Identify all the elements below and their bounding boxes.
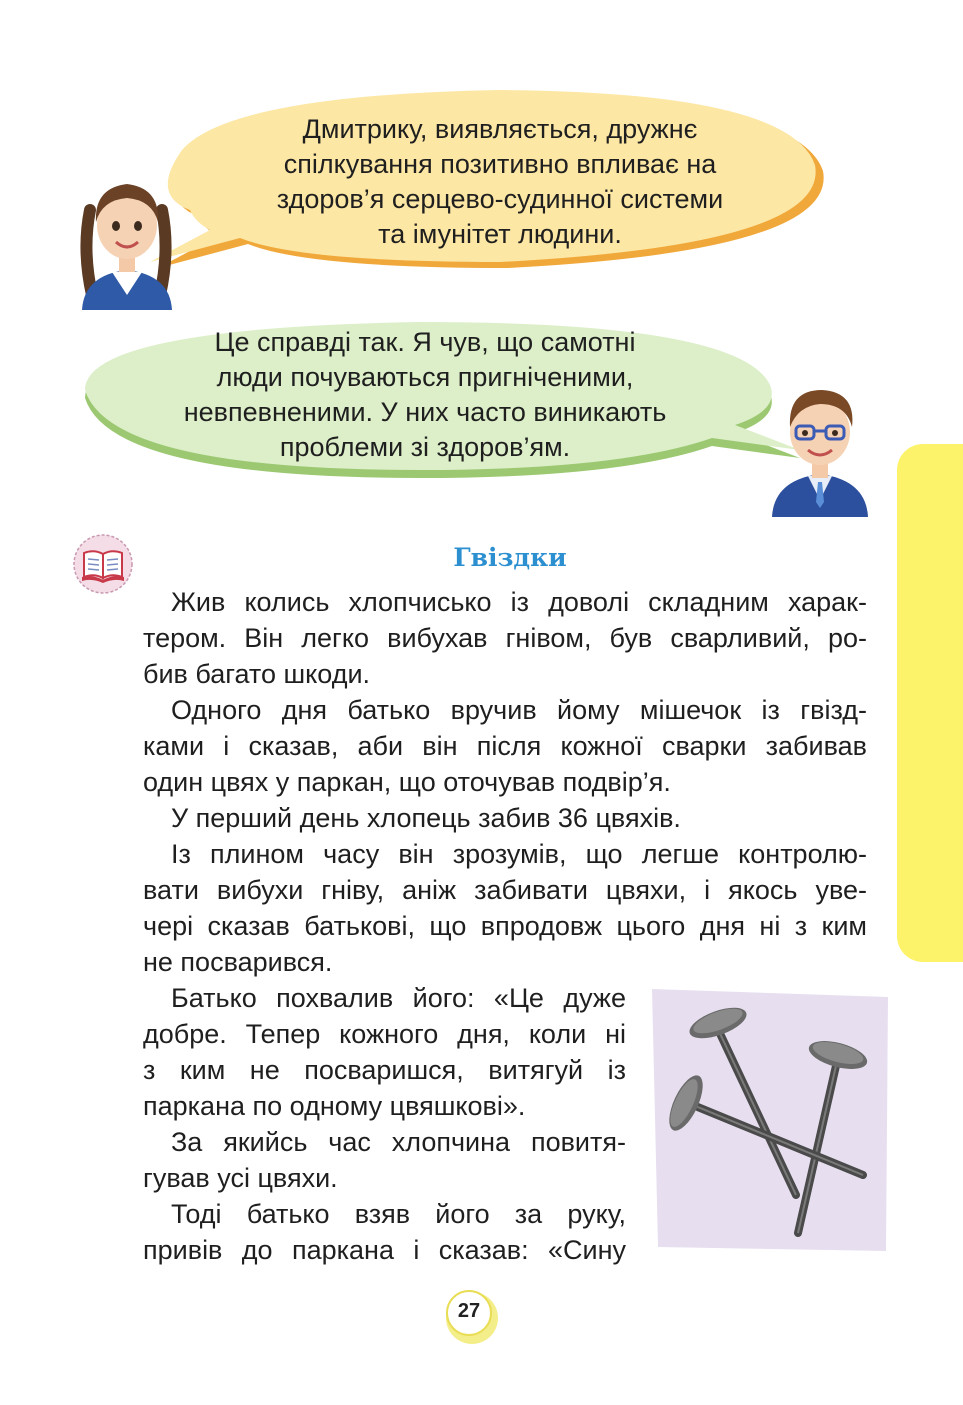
paragraph-line: паркана по одному цвяшкові». xyxy=(143,1091,526,1121)
paragraph-line: Батько похвалив його: «Це дуже xyxy=(171,983,626,1013)
bubble-line: спілкування позитивно впливає на xyxy=(283,149,717,179)
girl-speech-bubble-text xyxy=(200,112,800,252)
paragraph-line: привів до паркана і сказав: «Сину xyxy=(143,1235,626,1265)
story-text-narrow xyxy=(143,980,626,1268)
bubble-line: здоров’я серцево-судинної системи xyxy=(276,184,724,214)
paragraph-line: гував усі цвяхи. xyxy=(143,1163,338,1193)
bubble-line: та імунітет людини. xyxy=(378,219,622,249)
paragraph-line: У перший день хлопець забив 36 цвяхів. xyxy=(171,803,681,833)
page-number: 27 xyxy=(457,1300,481,1322)
paragraph-line: не посварився. xyxy=(143,947,333,977)
bubble-line: проблеми зі здоров’ям. xyxy=(279,432,571,462)
story-title: Гвіздки xyxy=(453,543,567,572)
paragraph-line: тером. Він легко вибухав гнівом, був сварливий, ро- xyxy=(143,623,867,653)
paragraph-line: чері сказав батькові, що впродовж цього дня ні з ким xyxy=(143,911,867,941)
paragraph-line: добре. Тепер кожного дня, коли ні xyxy=(143,1019,626,1049)
boy-avatar xyxy=(768,382,872,517)
paragraph-line: Із плином часу він зрозумів, що легше контролю- xyxy=(171,839,867,869)
paragraph-line: Тоді батько взяв його за руку, xyxy=(171,1199,626,1229)
paragraph-line: з ким не посваришся, витягуй із xyxy=(143,1055,626,1085)
paragraph-line: Жив колись хлопчисько із доволі складним харак- xyxy=(171,587,867,617)
paragraph-line: ками і сказав, аби він після кожної сварки забивав xyxy=(143,731,867,761)
paragraph-line: один цвях у паркан, що оточував подвір’я. xyxy=(143,767,671,797)
open-book-icon xyxy=(72,533,134,595)
girl-avatar xyxy=(72,170,182,310)
boy-speech-bubble-text xyxy=(125,325,725,465)
nails-illustration xyxy=(648,985,893,1255)
story-text-full xyxy=(143,584,867,980)
bubble-line: люди почуваються пригніченими, xyxy=(216,362,634,392)
paragraph-line: бив багато шкоди. xyxy=(143,659,371,689)
side-tab-marker xyxy=(897,444,963,962)
paragraph-line: вати вибухи гніву, аніж забивати цвяхи, і якось уве- xyxy=(143,875,867,905)
paragraph-line: За якийсь час хлопчина повитя- xyxy=(171,1127,626,1157)
bubble-line: невпевненими. У них часто виникають xyxy=(183,397,667,427)
paragraph-line: Одного дня батько вручив йому мішечок із гвізд- xyxy=(171,695,867,725)
bubble-line: Це справді так. Я чув, що самотні xyxy=(214,327,636,357)
bubble-line: Дмитрику, виявляється, дружнє xyxy=(302,114,698,144)
